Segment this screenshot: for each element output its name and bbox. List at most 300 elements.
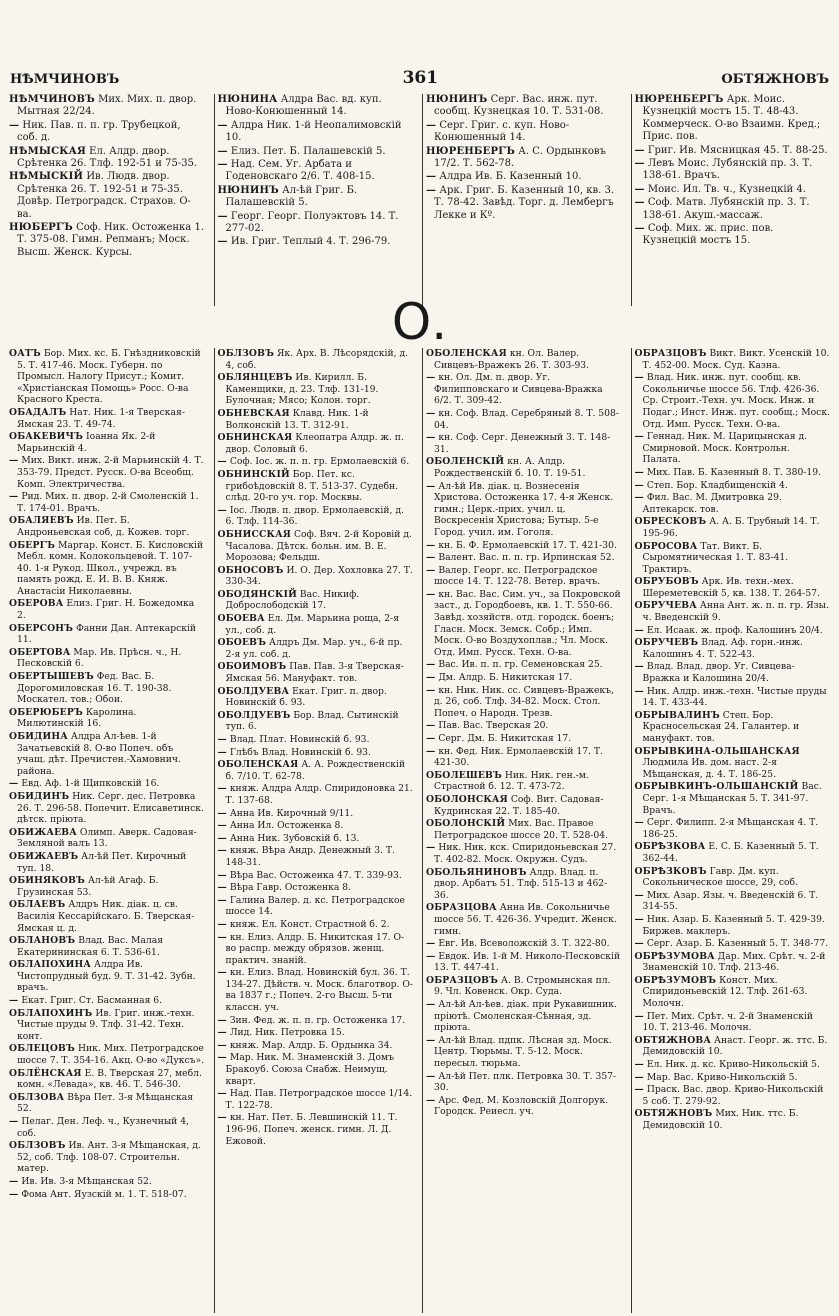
- entry-surname: —: [634, 1010, 644, 1022]
- page-number: 361: [402, 68, 439, 88]
- entry-surname: ОБНОСОВЪ: [217, 564, 284, 576]
- directory-entry: [218, 408, 414, 431]
- directory-entry: [218, 833, 414, 845]
- entry-details: Влад. Плат. Новинскій б. 93.: [229, 734, 370, 745]
- directory-entry: [9, 671, 205, 706]
- entry-surname: ОБОЛЬЯНИНОВЪ: [426, 866, 527, 878]
- entry-details: А. В. Стромынская пл. 9. Чл. Ковенск. Окр. Суда.: [434, 974, 611, 998]
- entry-details: Ив. Ант. 3-я Мѣщанская, д. 52, соб. Тлф. 108-07. Строительн. матер.: [17, 1140, 201, 1175]
- directory-entry: [9, 1043, 205, 1066]
- directory-entry: [635, 94, 831, 144]
- entry-surname: ОБЕРТОВА: [9, 646, 71, 658]
- entry-details: Екат. Григ. Ст. Басманная 6.: [21, 995, 163, 1007]
- entry-surname: НЮНИНЪ: [426, 94, 488, 105]
- entry-surname: ОБРѢЗКОВЪ: [634, 865, 707, 877]
- entry-details: Лид. Ник. Петровка 15.: [229, 1027, 345, 1039]
- entry-surname: ОБРѢЗУМОВА: [634, 950, 715, 962]
- entry-details: Фанни Дан. Аптекарскій 11.: [17, 622, 197, 646]
- directory-entry: [426, 685, 622, 720]
- entry-surname: ОБЛЗОВА: [9, 1091, 65, 1103]
- entry-details: Алдръ Ник. діак. ц. св. Василія Кессарійскаго. Б. Тверская-Ямская ц. д.: [17, 899, 195, 934]
- directory-entry: [218, 565, 414, 588]
- directory-entry: [426, 185, 622, 222]
- entry-details: Алдр. Влад. п. двор. Арбатъ 51. Тлф. 515-13 и 462-36.: [434, 866, 608, 901]
- entry-details: кн. Елиз. Алдр. Б. Никитская 17. О-во распр. между обрязов. женщ. практич. знаній.: [225, 931, 405, 966]
- directory-entry: [426, 372, 622, 407]
- top-directory-block: [6, 94, 833, 306]
- entry-surname: ОБЛАНОВЪ: [9, 935, 76, 947]
- entry-surname: —: [634, 223, 645, 235]
- directory-entry: [9, 94, 205, 119]
- entry-surname: —: [9, 119, 20, 131]
- entry-surname: ОБАДАЛЪ: [9, 406, 67, 418]
- entry-details: Ал-ѣй Пет. Кирочный туп. 18.: [17, 850, 187, 874]
- entry-details: Над. Пав. Петроградское шоссе 1/14. Т. 122-78.: [225, 1088, 413, 1111]
- directory-entry: [218, 870, 414, 882]
- entry-surname: —: [9, 995, 19, 1007]
- entry-details: Анна Ил. Остоженка 8.: [229, 820, 344, 832]
- directory-entry: [635, 158, 831, 183]
- entry-details: Гавр. Дм. куп. Сокольническое шоссе, 29, соб.: [642, 865, 799, 889]
- directory-entry: [635, 467, 831, 479]
- directory-entry: [9, 935, 205, 958]
- entry-surname: ОБЕРОВА: [9, 598, 64, 610]
- directory-entry: [635, 480, 831, 492]
- directory-entry: [635, 625, 831, 637]
- entry-details: Бор. Мих. кс. Б. Гнѣздниковскій 5. Т. 417-46. Моск. Губерн. по Промысл. Налогу Присут.; Комит. «Христіанская Помощь» Росс. О-ва Красного Креста.: [17, 348, 201, 406]
- directory-entry: [635, 1011, 831, 1034]
- directory-entry: [218, 159, 414, 184]
- entry-surname: ОБЛЯНЦЕВЪ: [217, 372, 293, 384]
- entry-details: Ал-ѣй Агаф. Б. Грузинская 53.: [17, 875, 159, 898]
- entry-details: Ал-ѣй Пет. плк. Петровка 30. Т. 357-30.: [434, 1070, 617, 1094]
- entry-details: княж. Вѣра Андр. Денежный 3. Т. 148-31.: [225, 845, 395, 868]
- directory-entry: [426, 746, 622, 769]
- entry-surname: ОБЛЁНСКАЯ: [9, 1067, 82, 1079]
- entry-surname: —: [217, 807, 227, 819]
- entry-surname: ОБОЛДУЕВЪ: [217, 709, 291, 721]
- entry-surname: ОБОЛЕНСКАЯ: [426, 348, 507, 359]
- directory-entry: [426, 794, 622, 817]
- entry-details: Ник. Пав. п. п. гр. Трубецкой, соб. д.: [17, 119, 181, 144]
- entry-details: Мих. Вас. Правое Петроградское шоссе 20. Т. 528-04.: [434, 818, 609, 841]
- entry-details: Анна Ант. ж. п. п. гр. Язы. ч. Введенскій 9.: [642, 600, 829, 624]
- entry-details: Влад. Ник. инж. пут. сообщ. кв. Сокольничье шоссе 56. Тлф. 426-36. Ср. Строит.-Техн. уч. Моск. Инж. и Подаг.; Инст. Инж. пут. сообщ.; Моск. Отд. Имп. Русск. Техн. О-ва.: [642, 372, 830, 430]
- entry-surname: НѢМЫСКАЯ: [9, 145, 86, 157]
- entry-surname: —: [634, 938, 644, 950]
- entry-surname: ОБНИССКАЯ: [217, 528, 292, 540]
- entry-surname: —: [426, 564, 436, 576]
- entry-surname: —: [634, 144, 645, 156]
- directory-entry: [9, 1176, 205, 1188]
- entry-details: Валент. Вас. п. п. гр. Ирпинская 52.: [438, 552, 615, 564]
- entry-surname: —: [426, 999, 436, 1011]
- entry-surname: ОБРАЗЦОВЪ: [426, 974, 499, 986]
- entry-details: Фома Ант. Яузскій м. 1. Т. 518-07.: [21, 1188, 187, 1200]
- entry-details: Моис. Ил. Тв. ч., Кузнецкій 4.: [647, 183, 806, 195]
- directory-entry: [426, 951, 622, 974]
- entry-surname: —: [217, 159, 228, 171]
- directory-entry: [635, 1072, 831, 1084]
- directory-entry: [9, 1092, 205, 1115]
- directory-entry: [635, 197, 831, 222]
- directory-entry: [218, 967, 414, 1013]
- entry-surname: ОБЕРСОНЪ: [9, 622, 74, 634]
- entry-details: А. А. Б. Трубный 14. Т. 195-96.: [642, 516, 820, 539]
- directory-entry: [218, 932, 414, 967]
- directory-column: [214, 348, 417, 1313]
- entry-surname: ОБНИНСКІЙ: [217, 468, 290, 480]
- directory-entry: [426, 552, 622, 564]
- directory-entry: [218, 505, 414, 528]
- directory-entry: [635, 541, 831, 576]
- entry-surname: —: [217, 504, 227, 516]
- directory-entry: [426, 589, 622, 659]
- entry-details: Соф. Ник. Остоженка 1. Т. 375-08. Гимн. Репманъ; Моск. Высш. Женск. Курсы.: [17, 222, 204, 258]
- directory-entry: [218, 747, 414, 759]
- directory-entry: [218, 185, 414, 210]
- entry-surname: —: [634, 1084, 644, 1096]
- entry-surname: —: [9, 778, 19, 790]
- entry-surname: ОБАЛЯЕВЪ: [9, 515, 74, 527]
- entry-details: Алдра Ив. Чистопрудный буд. 9. Т. 31-42. Зубн. врачъ.: [17, 959, 196, 994]
- entry-details: Мар. Вас. Криво-Никольскій 5.: [646, 1071, 798, 1083]
- entry-surname: —: [426, 171, 437, 183]
- entry-surname: —: [217, 832, 227, 844]
- directory-entry: [218, 734, 414, 746]
- directory-entry: [218, 529, 414, 564]
- entry-details: Е. В. Тверская 27, мебл. комн. «Левада», кв. 46. Т. 546-30.: [17, 1067, 202, 1091]
- entry-surname: —: [426, 1070, 436, 1082]
- entry-surname: НЮРЕНБЕРГЪ: [426, 145, 516, 157]
- entry-details: Дар. Мих. Срѣт. ч. 2-й Знаменскій 10. Тлф. 213-46.: [642, 950, 826, 974]
- entry-details: Ник. Мих. Петроградское шоссе 7. Т. 354-16. Акц. О-во «Дуксъ».: [17, 1043, 205, 1067]
- entry-surname: ОБИЖАЕВА: [9, 826, 77, 838]
- directory-entry: [9, 222, 205, 259]
- entry-surname: —: [217, 783, 227, 795]
- directory-entry: [426, 1095, 622, 1118]
- entry-details: Бор. Пет. кс. грибоѣдовскій 8. Т. 513-37. Судебн. слѣд. 20-го уч. гор. Москвы.: [225, 468, 399, 504]
- entry-details: Валер. Георг. кс. Петроградское шоссе 14. Т. 122-78. Ветер. врачъ.: [434, 564, 601, 588]
- directory-entry: [218, 1052, 414, 1087]
- entry-details: Іос. Людв. п. двор. Ермолаевскій, д. 6. Тлф. 114-36.: [225, 504, 404, 528]
- entry-details: Ник. Ник. кск. Спиридоньевская 27. Т. 402-82. Моск. Окружн. Судъ.: [434, 842, 617, 865]
- entry-surname: ОБЛЗОВЪ: [9, 1140, 66, 1152]
- entry-surname: —: [634, 372, 644, 384]
- entry-surname: —: [217, 1052, 227, 1064]
- entry-details: Ник. Ник. ген.-м. Страстной б. 12. Т. 473-72.: [434, 769, 589, 793]
- entry-surname: —: [426, 372, 436, 384]
- entry-surname: ОБРАЗЦОВЪ: [634, 348, 707, 359]
- directory-entry: [218, 783, 414, 806]
- directory-entry: [9, 995, 205, 1007]
- entry-surname: —: [426, 480, 436, 492]
- directory-entry: [635, 1084, 831, 1107]
- entry-surname: —: [634, 1071, 644, 1083]
- directory-entry: [9, 1008, 205, 1043]
- directory-entry: [218, 456, 414, 468]
- directory-entry: [635, 492, 831, 515]
- entry-surname: ОБЛЕЦОВЪ: [9, 1043, 76, 1055]
- directory-entry: [426, 1035, 622, 1070]
- entry-details: Глѣбъ Влад. Новинскій б. 93.: [229, 746, 371, 758]
- directory-column: [6, 94, 208, 306]
- entry-surname: —: [217, 1112, 227, 1124]
- entry-surname: —: [9, 455, 19, 467]
- entry-details: Соф. Мих. ж. прис. пов. Кузнецкій мостъ 15.: [642, 223, 774, 247]
- directory-entry: [635, 372, 831, 430]
- directory-entry: [218, 146, 414, 158]
- directory-entry: [9, 491, 205, 514]
- entry-details: Алдра Вас. вд. куп. Ново-Конюшенный 14.: [225, 94, 382, 118]
- entry-surname: НѢМЧИНОВЪ: [9, 94, 95, 105]
- entry-details: Анна Ив. Сокольничье шоссе 56. Т. 426-36. Учредит. Женск. гимн.: [434, 902, 617, 937]
- entry-details: Праск. Вас. двор. Криво-Никольскій 5 соб. Т. 279-92.: [642, 1084, 824, 1107]
- entry-details: Степ. Бор. Красносельская 24. Галантер. и мануфакт. тов.: [642, 709, 800, 744]
- entry-surname: —: [634, 661, 644, 673]
- directory-entry: [426, 672, 622, 684]
- entry-details: Зин. Фед. ж. п. п. гр. Остоженка 17.: [229, 1014, 405, 1026]
- entry-surname: —: [426, 659, 436, 671]
- entry-details: Ал-ѣй Ив. діак. ц. Вознесенія Христова. Остоженка 17. 4-я Женск. гимн.; Церк.-прих. учил. ц. Воскресенія Христова; Бутыр. 5-е Город. учил. им. Гоголя.: [434, 480, 614, 538]
- entry-surname: —: [634, 913, 644, 925]
- entry-details: Фил. Вас. М. Дмитровка 29. Аптекарск. тов.: [642, 492, 782, 515]
- entry-surname: —: [426, 588, 436, 600]
- directory-entry: [635, 817, 831, 840]
- directory-entry: [426, 94, 622, 119]
- entry-surname: ОБНИНСКАЯ: [217, 432, 293, 444]
- entry-surname: ОБРУЧЕВА: [634, 600, 697, 612]
- entry-surname: НЮБЕРГЪ: [9, 222, 73, 234]
- entry-details: Арс. Фед. М. Козловскій Долгорук. Городск. Реиесл. уч.: [434, 1094, 609, 1118]
- directory-entry: [9, 431, 205, 454]
- entry-details: Бор. Влад. Сытинскій туп. 6.: [225, 709, 399, 733]
- entry-surname: —: [9, 1116, 19, 1127]
- directory-entry: [218, 211, 414, 236]
- directory-entry: [9, 1068, 205, 1091]
- directory-entry: [218, 94, 414, 119]
- entry-surname: НЮНИНЪ: [217, 184, 279, 196]
- directory-entry: [426, 818, 622, 841]
- entry-details: Ел. Алдр. двор. Срѣтенка 26. Тлф. 192-51 и 75-35.: [17, 145, 198, 170]
- entry-details: кн. А. Алдр. Рождественскій б. 10. Т. 19-51.: [434, 456, 586, 479]
- directory-entry: [635, 890, 831, 913]
- entry-surname: —: [426, 539, 436, 551]
- entry-surname: НѢМЫСКІЙ: [9, 171, 84, 183]
- entry-surname: —: [634, 1059, 644, 1071]
- entry-surname: —: [426, 1034, 436, 1046]
- entry-surname: ОБОЛЕШЕВЪ: [426, 769, 502, 781]
- entry-surname: —: [9, 491, 19, 503]
- entry-details: Алдра Ал-ѣев. 1-й Зачатьевскій 8. О-во Попеч. объ учащ. дѣт. Пречистен.-Хамовнич. района.: [17, 731, 181, 777]
- entry-details: Влад. Влад. двор. Уг. Сивцева-Вражка и Калошина 20/4.: [642, 661, 795, 685]
- directory-entry: [218, 432, 414, 455]
- entry-details: Викт. Викт. Усенскій 10. Т. 452-00. Моск. Суд. Казна.: [642, 348, 830, 371]
- entry-details: Арк. Моис. Кузнецкій мостъ 15. Т. 48-43. Коммерческ. О-во Взаимн. Кред.; Прис. пов.: [642, 94, 821, 143]
- entry-surname: —: [426, 552, 436, 564]
- directory-entry: [9, 407, 205, 430]
- entry-details: Анна Ник. Зубовскій б. 13.: [229, 832, 360, 844]
- entry-details: Алдра Ник. 1-й Неопалимовскій 10.: [225, 119, 402, 144]
- entry-surname: ОБЛАПОХИНА: [9, 959, 92, 971]
- entry-details: А. С. Ордынковъ 17/2. Т. 562-78.: [434, 145, 606, 170]
- entry-surname: ОБОЕВА: [217, 613, 265, 625]
- directory-entry: [635, 746, 831, 781]
- directory-entry: [635, 841, 831, 864]
- entry-surname: ОБЛЗОВЪ: [217, 348, 275, 359]
- directory-entry: [218, 236, 414, 248]
- running-head-right: ОБТЯЖНОВЪ: [721, 72, 829, 87]
- directory-entry: [635, 516, 831, 539]
- entry-surname: —: [426, 684, 436, 696]
- directory-entry: [218, 759, 414, 782]
- directory-entry: [426, 408, 622, 431]
- entry-surname: ОБРЫВКИНЪ-ОЛЬШАНСКІЙ: [634, 781, 799, 793]
- entry-details: Дм. Алдр. Б. Никитская 17.: [438, 672, 573, 684]
- directory-entry: [218, 1015, 414, 1027]
- entry-details: княж. Ел. Конст. Страстной б. 2.: [229, 918, 390, 930]
- entry-surname: ОБТЯЖНОВЪ: [634, 1108, 713, 1120]
- directory-entry: [426, 867, 622, 902]
- entry-details: Мих. Азар. Язы. ч. Введенскій 6. Т. 314-55.: [642, 889, 819, 913]
- directory-entry: [426, 540, 622, 552]
- directory-entry: [218, 348, 414, 371]
- directory-entry: [218, 845, 414, 868]
- entry-details: Маргар. Конст. Б. Кисловскій Мебл. комн. Колокольцевой. Т. 107-40. 1-я Рукод. Школ., учрежд. въ память рожд. Е. И. В. В. Княж. Анастасіи Николаевны.: [17, 539, 204, 597]
- entry-details: кн. Соф. Влад. Серебряный 8. Т. 508-04.: [434, 407, 619, 431]
- entry-surname: —: [217, 456, 227, 468]
- directory-entry: [426, 481, 622, 539]
- directory-entry: [9, 791, 205, 826]
- entry-details: кн. Ол. Дм. п. двор. Уг. Филипповскаго и Сивцева-Вражка 6/2. Т. 309-42.: [434, 372, 603, 407]
- directory-entry: [635, 914, 831, 937]
- directory-entry: [426, 456, 622, 479]
- directory-entry: [218, 895, 414, 918]
- entry-surname: ОБРѢЗУМОВЪ: [634, 974, 717, 986]
- entry-surname: —: [426, 432, 436, 444]
- directory-entry: [635, 1035, 831, 1058]
- directory-entry: [426, 975, 622, 998]
- entry-details: Клавд. Ник. 1-й Волконскій 13. Т. 312-91.: [225, 407, 369, 431]
- directory-entry: [426, 659, 622, 671]
- entry-details: Ив. Григ. инж.-техн. Чистые пруды 9. Тлф. 31-42. Техн. конт.: [17, 1007, 195, 1042]
- directory-column: [631, 94, 834, 306]
- entry-surname: —: [217, 1088, 227, 1100]
- entry-surname: —: [217, 210, 228, 222]
- entry-details: Галина Валер. д. кс. Петроградское шоссе 14.: [225, 894, 405, 918]
- entry-surname: ОБЛАПОХИНЪ: [9, 1007, 93, 1019]
- entry-details: Тат. Викт. Б. Сыромятническая 1. Т. 83-41. Трактиръ.: [642, 540, 789, 575]
- directory-entry: [218, 661, 414, 684]
- entry-surname: —: [634, 197, 645, 209]
- entry-details: Ник. Серг. дес. Петровка 26. Т. 296-58. Попечит. Елисаветинск. дѣтск. пріюта.: [17, 790, 204, 826]
- directory-entry: [635, 223, 831, 248]
- entry-details: кн. Соф. Серг. Денежный 3. Т. 148-31.: [434, 432, 611, 455]
- directory-entry: [635, 145, 831, 157]
- entry-details: Конст. Мих. Спиридоньевскій 12. Тлф. 261-63. Молочн.: [642, 974, 808, 1010]
- directory-entry: [9, 707, 205, 730]
- directory-entry: [635, 600, 831, 623]
- entry-details: княж. Алдра Алдр. Спиридоновка 21. Т. 137-68.: [225, 783, 413, 806]
- entry-surname: —: [634, 492, 644, 504]
- entry-surname: —: [217, 746, 227, 758]
- entry-details: Пет. Мих. Срѣт. ч. 2-й Знаменскій 10. Т. 213-46. Молочн.: [642, 1010, 814, 1034]
- entry-surname: ОБОИМОВЪ: [217, 661, 287, 673]
- entry-details: Каролина. Милютинскій 16.: [17, 706, 137, 730]
- directory-entry: [9, 146, 205, 171]
- entry-details: Арк. Григ. Б. Казенный 10, кв. 3. Т. 78-42. Завѣд. Торг. д. Лембергъ Лекке и Кº.: [434, 184, 615, 221]
- entry-details: кн. Нат. Пет. Б. Левшинскій 11. Т. 196-96. Попеч. женск. гимн. Л. Д. Ежовой.: [225, 1112, 398, 1147]
- directory-entry: [9, 959, 205, 994]
- entry-surname: ОБРЕСКОВЪ: [634, 516, 707, 528]
- entry-details: Ал-ѣй Влад. пдпк. Лѣсная зд. Моск. Центр. Тюрьмы. Т. 5-12. Моск. пересыл. тюрьма.: [434, 1034, 612, 1070]
- entry-surname: —: [217, 119, 228, 131]
- entry-details: Вѣра Пет. 3-я Мѣщанская 52.: [17, 1091, 194, 1115]
- entry-surname: —: [217, 918, 227, 930]
- entry-details: Мар. Ник. М. Знаменскій 3. Домъ Бракоуб. Союза Снабж. Неимущ. кварт.: [225, 1052, 394, 1087]
- entry-details: Людмила Ив. дом. наст. 2-я Мѣщанская, д. 4. Т. 186-25.: [642, 757, 777, 780]
- entry-surname: ОБИДИНА: [9, 731, 68, 742]
- entry-surname: ОБОЛЕНСКАЯ: [217, 759, 299, 771]
- entry-surname: —: [217, 894, 227, 906]
- directory-entry: [218, 808, 414, 820]
- entry-details: Ал-ѣй Григ. Б. Палашевскій 5.: [225, 184, 358, 209]
- entry-details: кн. Ник. Ник. сс. Сивцевъ-Вражекъ, д. 26, соб. Тлф. 34-82. Моск. Стол. Попеч. о Народн. Трезв.: [434, 684, 614, 719]
- entry-details: Клеопатра Алдр. ж. п. двор. Соловый 6.: [225, 432, 404, 455]
- entry-details: Левъ Моис. Лубянскій пр. 3. Т. 138-61. Врачъ.: [642, 158, 813, 182]
- entry-details: Анна Ив. Кирочный 9/11.: [229, 807, 354, 819]
- directory-entry: [9, 348, 205, 406]
- directory-entry: [9, 455, 205, 490]
- directory-column: [631, 348, 834, 1313]
- entry-details: Ив. Людв. двор. Срѣтенка 26. Т. 192-51 и 75-35. Довѣр. Петроградск. Страхов. О-ва.: [17, 171, 191, 220]
- entry-details: А. А. Рождественскій б. 7/10. Т. 62-78.: [225, 759, 406, 782]
- entry-details: Ив. Пет. Б. Андроньевская соб, д. Кожев. торг.: [17, 515, 190, 538]
- entry-details: И. О. Дер. Хохловка 27. Т. 330-34.: [225, 564, 413, 588]
- entry-surname: ОБИНЯКОВЪ: [9, 875, 86, 887]
- entry-surname: ОБОЛОНСКАЯ: [426, 793, 508, 805]
- directory-entry: [218, 1112, 414, 1147]
- directory-entry: [426, 171, 622, 183]
- directory-entry: [218, 686, 414, 709]
- directory-entry: [9, 827, 205, 850]
- entry-details: Серг. Азар. Б. Казенный 5. Т. 348-77.: [646, 938, 829, 950]
- entry-details: Фед. Вас. Б. Дорогомиловская 16. Т. 190-38. Москател. тов.; Обои.: [17, 671, 172, 706]
- entry-details: Вас. Серг. 1-я Мѣщанская 5. Т. 341-97. Врачъ.: [642, 781, 822, 816]
- entry-surname: —: [9, 1175, 19, 1187]
- directory-column: [6, 348, 208, 1313]
- entry-surname: ОБРЫВАЛИНЪ: [634, 709, 720, 721]
- directory-entry: [218, 919, 414, 931]
- entry-surname: —: [634, 817, 644, 829]
- entry-surname: ОБРУБОВЪ: [634, 576, 699, 588]
- entry-details: Елиз. Григ. Н. Божедомка 2.: [17, 598, 195, 622]
- directory-entry: [9, 778, 205, 790]
- entry-surname: —: [217, 820, 227, 832]
- bottom-directory-block: [6, 348, 833, 1313]
- entry-details: Е. С. Б. Казенный 5. Т. 362-44.: [642, 841, 819, 864]
- directory-entry: [218, 710, 414, 733]
- directory-entry: [426, 770, 622, 793]
- entry-surname: ОБОДЯНСКІЙ: [217, 588, 297, 600]
- directory-entry: [426, 432, 622, 455]
- entry-surname: —: [426, 672, 436, 684]
- directory-entry: [9, 623, 205, 646]
- entry-surname: НЮНИНА: [217, 94, 278, 105]
- entry-surname: —: [217, 236, 228, 248]
- entry-surname: ОБРАЗЦОВА: [426, 902, 497, 914]
- entry-details: Пав. Пав. 3-я Тверская-Ямская 56. Мануфакт. тов.: [225, 661, 404, 685]
